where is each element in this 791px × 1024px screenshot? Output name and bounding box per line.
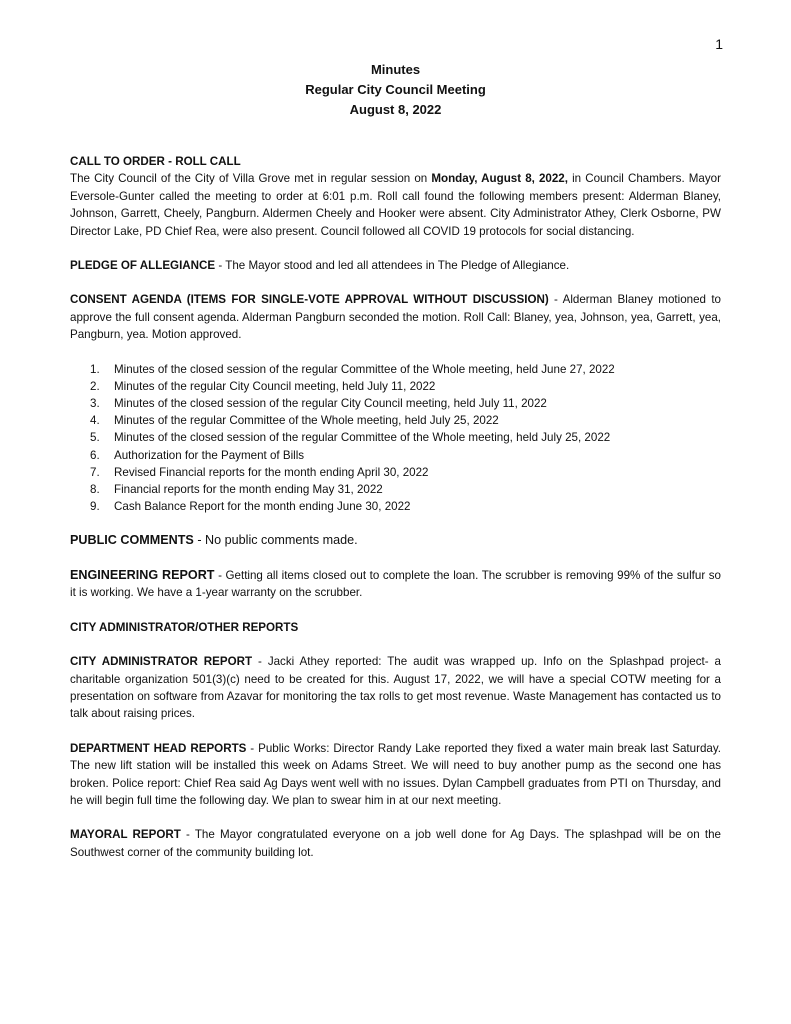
item-number: 8. <box>90 483 100 497</box>
item-text: Authorization for the Payment of Bills <box>114 448 305 462</box>
city-admin-report-heading: CITY ADMINISTRATOR REPORT <box>70 655 253 669</box>
call-to-order-text <box>70 170 721 240</box>
item-text: Financial reports for the month ending May 31, 2022 <box>114 483 383 497</box>
mayoral-report-section <box>70 826 721 861</box>
call-to-order-heading: CALL TO ORDER - ROLL CALL <box>70 155 241 168</box>
list-item <box>90 395 721 412</box>
item-number: 1. <box>90 362 100 376</box>
engineering-report-section <box>70 567 721 602</box>
consent-agenda-list <box>70 361 721 516</box>
item-text: Minutes of the closed session of the regular City Council meeting, held July 11, 2022 <box>114 397 547 411</box>
item-text: Cash Balance Report for the month ending June 30, 2022 <box>114 500 411 514</box>
pledge-text: - The Mayor stood and led all attendees in The Pledge of Allegiance. <box>215 259 570 273</box>
list-item <box>90 361 721 378</box>
meeting-date-bold: Monday, August 8, 2022, <box>431 172 568 186</box>
list-item <box>90 481 721 498</box>
item-number: 4. <box>90 414 100 428</box>
title-date: August 8, 2022 <box>349 102 442 117</box>
department-head-text: - Public Works: Director Randy Lake reported they fixed a water main break last Saturday. The new lift station will be installed this week on Adams Street. We will need to buy another pump as the second one has broken. Police report: Chief Rea said Ag Days went well with no issues. Dylan Campbell graduates from PTI on Thursday, and he will begin full time the following day. We plan to swear him in at our next meeting. <box>70 741 721 807</box>
item-number: 9. <box>90 500 100 514</box>
city-admin-report-text: - Jacki Athey reported: The audit was wrapped up. Info on the Splashpad project- a charitable organization 501(3)(c) need to be created for this. August 17, 2022, we will have a special COTW meeting for a presentation on software from Azavar for monitoring the tax rolls to get most revenue. Waste Management has contacted us to talk about raising prices. <box>70 655 721 721</box>
item-text: Revised Financial reports for the month ending April 30, 2022 <box>114 465 429 479</box>
item-number: 3. <box>90 397 100 411</box>
item-number: 5. <box>90 431 100 445</box>
pledge-heading: PLEDGE OF ALLEGIANCE <box>70 259 216 273</box>
item-number: 7. <box>90 465 100 479</box>
list-item <box>90 429 721 446</box>
list-item <box>90 378 721 395</box>
minutes-content <box>70 153 721 878</box>
item-number: 6. <box>90 448 100 462</box>
list-item <box>90 412 721 429</box>
public-comments-section <box>70 532 721 549</box>
department-head-section <box>70 740 721 810</box>
department-head-heading: DEPARTMENT HEAD REPORTS <box>70 741 247 755</box>
item-number: 2. <box>90 379 100 393</box>
title-meeting: Regular City Council Meeting <box>305 82 486 97</box>
item-text: Minutes of the regular City Council meeting, held July 11, 2022 <box>114 379 436 393</box>
consent-agenda-text: - Alderman Blaney motioned to approve the full consent agenda. Alderman Pangburn seconded the motion. Roll Call: Blaney, yea, Johnson, yea, Garrett, yea, Pangburn, yea. Motion approved. <box>70 293 721 342</box>
item-text: Minutes of the closed session of the regular Committee of the Whole meeting, held July 25, 2022 <box>114 431 611 445</box>
engineering-report-heading: ENGINEERING REPORT <box>70 567 215 582</box>
list-item <box>90 498 721 515</box>
call-to-order-text-before: The City Council of the City of Villa Grove met in regular session on <box>70 172 432 186</box>
consent-agenda-section <box>70 291 721 343</box>
title-block <box>0 60 791 120</box>
page-number: 1 <box>715 36 723 52</box>
city-admin-other-heading: CITY ADMINISTRATOR/OTHER REPORTS <box>70 620 299 634</box>
engineering-report-text: - Getting all items closed out to complete the loan. The scrubber is removing 99% of the sulfur so it is working. We have a 1-year warranty on the scrubber. <box>70 568 721 600</box>
item-text: Minutes of the closed session of the regular Committee of the Whole meeting, held June 27, 2022 <box>114 362 615 376</box>
call-to-order-text-after: in Council Chambers. Mayor Eversole-Gunter called the meeting to order at 6:01 p.m. Roll call found the following members present: Alderman Blaney, Johnson, Garrett, Cheely, Pangburn. Aldermen Cheely and Hooker were absent. City Administrator Athey, Clerk Osborne, PW Director Lake, PD Chief Rea, were also present. Council followed all COVID 19 protocols for social distancing. <box>70 172 721 238</box>
consent-agenda-heading: CONSENT AGENDA (ITEMS FOR SINGLE-VOTE APPROVAL WITHOUT DISCUSSION) <box>70 293 549 307</box>
call-to-order-section <box>70 153 721 240</box>
title-minutes: Minutes <box>370 62 421 77</box>
mayoral-report-text: - The Mayor congratulated everyone on a job well done for Ag Days. The splashpad will be on the Southwest corner of the community building lot. <box>70 828 721 859</box>
city-admin-report-section <box>70 653 721 723</box>
mayoral-report-heading: MAYORAL REPORT <box>70 828 181 842</box>
item-text: Minutes of the regular Committee of the Whole meeting, held July 25, 2022 <box>114 414 499 428</box>
public-comments-heading: PUBLIC COMMENTS <box>70 533 194 548</box>
public-comments-text: - No public comments made. <box>193 533 358 548</box>
list-item <box>90 447 721 464</box>
list-item <box>90 464 721 481</box>
pledge-section <box>70 257 721 274</box>
